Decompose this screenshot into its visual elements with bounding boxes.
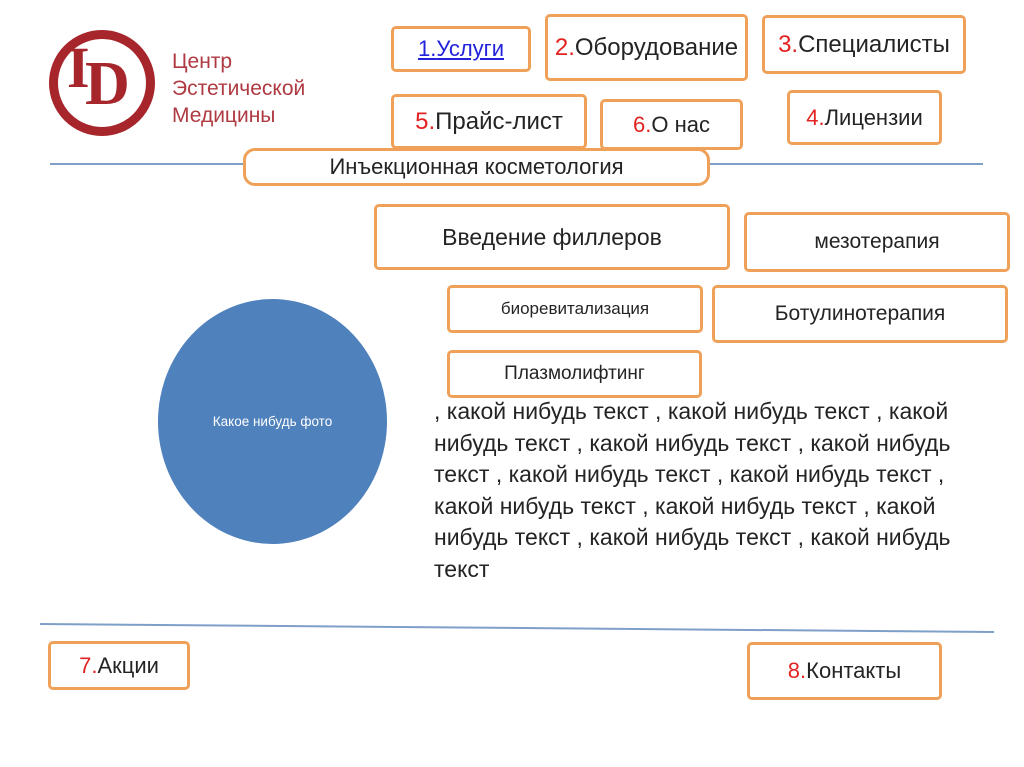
- photo-placeholder: [158, 299, 387, 544]
- nav-item-number: 1.: [417, 36, 437, 61]
- nav-item-number: 3.: [778, 30, 799, 58]
- logo-letter-i: I: [67, 35, 90, 100]
- service-item-label: биоревитализация: [500, 299, 650, 318]
- nav-item-number: 2.: [554, 33, 575, 61]
- footer-item-number: 7.: [79, 652, 98, 678]
- footer-item-label: Контакты: [806, 658, 902, 683]
- body-text: , какой нибудь текст , какой нибудь текст , какой нибудь текст , какой нибудь текст , какой нибудь текст , какой нибудь текст , какой нибудь текст , какой нибудь текст , какой нибудь текст , какой нибудь текст , какой нибудь текст , какой нибудь текст: [434, 398, 951, 582]
- nav-item-number: 6.: [633, 111, 652, 137]
- footer-item-number: 8.: [787, 658, 807, 683]
- service-item-biorevitalizaciya[interactable]: [447, 285, 703, 333]
- nav-item-label: Оборудование: [574, 33, 739, 61]
- photo-placeholder-label: Какое нибудь фото: [212, 414, 333, 429]
- service-item-fillery[interactable]: [374, 204, 730, 270]
- nav-item-oborudovanie[interactable]: [545, 14, 748, 81]
- nav-item-label: Услуги: [436, 36, 504, 61]
- nav-item-o-nas[interactable]: [600, 99, 743, 150]
- brand-logo-icon: [49, 30, 155, 136]
- service-item-label: Введение филлеров: [442, 223, 662, 250]
- section-title: [243, 148, 710, 186]
- service-item-label: Ботулинотерапия: [774, 302, 946, 325]
- nav-item-uslugi[interactable]: [391, 26, 531, 72]
- nav-item-specialisty[interactable]: [762, 15, 966, 74]
- brand-name-line: Медицины: [172, 104, 276, 127]
- section-title-label: Инъекционная косметология: [329, 154, 624, 179]
- bottom-divider-line: [40, 624, 994, 632]
- nav-item-number: 5.: [415, 107, 436, 135]
- nav-item-label: О нас: [651, 111, 710, 137]
- nav-item-label: Прайс-лист: [435, 107, 563, 135]
- nav-item-label: Лицензии: [824, 104, 923, 130]
- brand-name-line: Эстетической: [172, 77, 306, 100]
- footer-item-kontakty[interactable]: [747, 642, 942, 700]
- footer-item-akcii[interactable]: [48, 641, 190, 690]
- logo-letter-d: D: [85, 50, 130, 118]
- footer-item-label: Акции: [97, 652, 159, 678]
- service-item-botulinoterapiya[interactable]: [712, 285, 1008, 343]
- service-item-plazmolifting[interactable]: [447, 350, 702, 398]
- nav-item-label: Специалисты: [798, 30, 950, 58]
- service-item-label: Плазмолифтинг: [504, 363, 645, 384]
- nav-item-licenzii[interactable]: [787, 90, 942, 145]
- nav-item-price-list[interactable]: [391, 94, 587, 149]
- brand-name-line: Центр: [172, 50, 233, 73]
- service-item-label: мезотерапия: [814, 230, 940, 253]
- service-item-mezoterapiya[interactable]: [744, 212, 1010, 272]
- nav-item-number: 4.: [806, 104, 825, 130]
- brand-name: [172, 48, 305, 129]
